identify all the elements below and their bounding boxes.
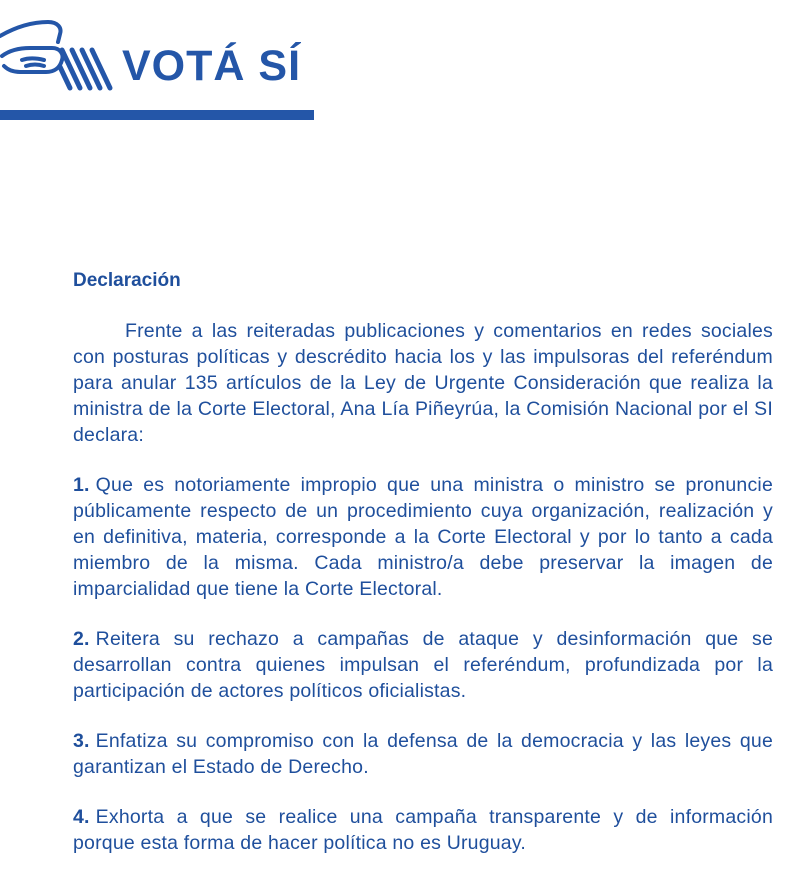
point-number: 4.	[73, 806, 90, 828]
point-text: Enfatiza su compromiso con la defensa de la democracia y las leyes que garantizan el Estado de Derecho.	[73, 730, 773, 778]
declaration-document	[73, 268, 773, 880]
brand-underline	[0, 110, 314, 120]
point-text: Exhorta a que se realice una campaña transparente y de información porque esta forma de hacer política no es Uruguay.	[73, 806, 773, 854]
point-text: Reitera su rechazo a campañas de ataque y desinformación que se desarrollan contra quienes impulsan el referéndum, profundizada por la participación de actores políticos oficialistas.	[73, 628, 773, 702]
point-number: 1.	[73, 474, 90, 496]
point-number: 2.	[73, 628, 90, 650]
intro-paragraph: Frente a las reiteradas publicaciones y comentarios en redes sociales con posturas políticas y descrédito hacia los y las impulsoras del referéndum para anular 135 artículos de la Ley de Urgente Consideración que realiza la ministra de la Corte Electoral, Ana Lía Piñeyrúa, la Comisión Nacional por el SI declara:	[73, 320, 773, 446]
declaration-point-3	[73, 728, 773, 780]
header	[0, 0, 790, 130]
hand-ballot-icon	[0, 14, 120, 100]
brand-title: VOTÁ SÍ	[122, 42, 302, 90]
declaration-point-2	[73, 626, 773, 704]
point-number: 3.	[73, 730, 90, 752]
declaration-point-4	[73, 804, 773, 856]
declaration-point-1	[73, 472, 773, 602]
document-title: Declaración	[73, 270, 181, 291]
point-text: Que es notoriamente impropio que una ministra o ministro se pronuncie públicamente respecto de un procedimiento cuya organización, realización y en definitiva, materia, corresponde a la Corte Electoral y por lo tanto a cada miembro de la misma. Cada ministro/a debe preservar la imagen de imparcialidad que tiene la Corte Electoral.	[73, 474, 773, 600]
